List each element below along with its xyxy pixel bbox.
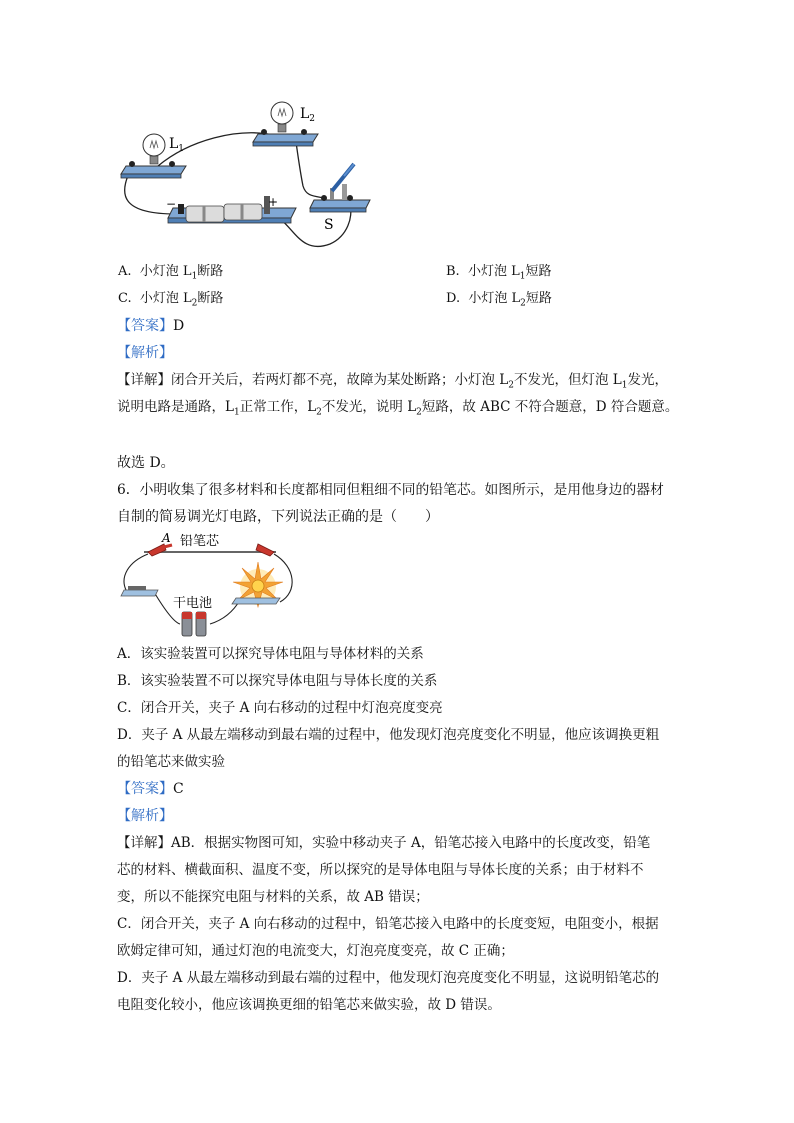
wire: [124, 554, 148, 590]
q6-stem-line-2: 自制的简易调光灯电路，下列说法正确的是（ ）: [117, 509, 439, 525]
battery-label: 干电池: [173, 596, 213, 611]
label-l1: $L_1$: [169, 136, 185, 154]
q5-option-a: A. 小灯泡 $L_1$断路: [118, 264, 224, 282]
q6-option-c: C．闭合开关，夹子 A 向右移动的过程中灯泡亮度变亮: [117, 700, 443, 716]
battery-cells: [182, 612, 206, 636]
q6-detail-line-6: D．夹子 A 从最左端移动到最右端的过程中，他发现灯泡亮度变化不明显，这说明铅笔芯的: [117, 970, 660, 986]
dimmer-circuit-figure-q6: [118, 532, 300, 638]
battery-plus: +: [268, 195, 279, 209]
switch-base: [121, 586, 158, 596]
switch-s: [310, 164, 370, 212]
q6-detail-line-4: C．闭合开关，夹子 A 向右移动的过程中，铅笔芯接入电路中的长度变短，电阻变小，根据: [117, 916, 659, 932]
q5-option-c: C. 小灯泡 $L_2$断路: [118, 291, 224, 309]
clip-label-a: A: [162, 532, 171, 545]
q6-option-a: A．该实验装置可以探究导体电阻与导体材料的关系: [117, 646, 424, 662]
q6-detail-line-2: 芯的材料、横截面积、温度不变，所以探究的是导体电阻与导体长度的关系；由于材料不: [117, 862, 644, 878]
label-s: S: [324, 217, 334, 233]
q6-detail-line-1: 【详解】AB．根据实物图可知，实验中移动夹子 A，铅笔芯接入电路中的长度改变，铅笔: [117, 835, 651, 851]
label-l2: $L_2$: [300, 106, 316, 124]
clip-right: [256, 544, 274, 556]
pencil-label: 铅笔芯: [180, 534, 220, 549]
q6-option-d-cont: 的铅笔芯来做实验: [117, 754, 225, 770]
q5-answer: 【答案】D: [117, 318, 185, 334]
q6-option-d: D．夹子 A 从最左端移动到最右端的过程中，他发现灯泡亮度变化不明显，他应该调换更粗: [117, 727, 660, 743]
q6-detail-line-3: 变，所以不能探究电阻与材料的关系，故 AB 错误；: [117, 889, 429, 905]
circuit-figure-q5: [118, 96, 388, 256]
q6-detail-line-7: 电阻变化较小，他应该调换更细的铅笔芯来做实验，故 D 错误。: [117, 997, 501, 1013]
q5-option-b: B. 小灯泡 $L_1$短路: [446, 264, 552, 282]
q5-option-d: D. 小灯泡 $L_2$短路: [446, 291, 552, 309]
q6-option-b: B．该实验装置不可以探究导体电阻与导体长度的关系: [117, 673, 438, 689]
battery-minus: −: [166, 197, 177, 211]
q5-analysis-tag: 【解析】: [117, 345, 173, 361]
wire: [274, 554, 292, 602]
lamp-glow: [232, 562, 283, 607]
q5-detail-line-1: 【详解】闭合开关后，若两灯都不亮，故障为某处断路；小灯泡 $L_2$不发光，但灯泡 $L_1$发光，: [117, 372, 668, 391]
q6-detail-line-5: 欧姆定律可知，通过灯泡的电流变大，灯泡亮度变亮，故 C 正确；: [117, 943, 514, 959]
q6-analysis-tag: 【解析】: [117, 808, 173, 824]
q5-conclusion: 故选 D。: [117, 455, 175, 471]
q5-detail-line-2: 说明电路是通路，$L_1$正常工作，$L_2$不发光，说明 $L_2$短路，故 ABC 不符合题意，D 符合题意。: [117, 399, 679, 418]
clip-a: [148, 544, 172, 556]
q6-answer: 【答案】C: [117, 781, 184, 797]
wire: [296, 142, 324, 198]
q6-stem-line-1: 6．小明收集了很多材料和长度都相同但粗细不同的铅笔芯。如图所示，是用他身边的器材: [117, 482, 664, 498]
